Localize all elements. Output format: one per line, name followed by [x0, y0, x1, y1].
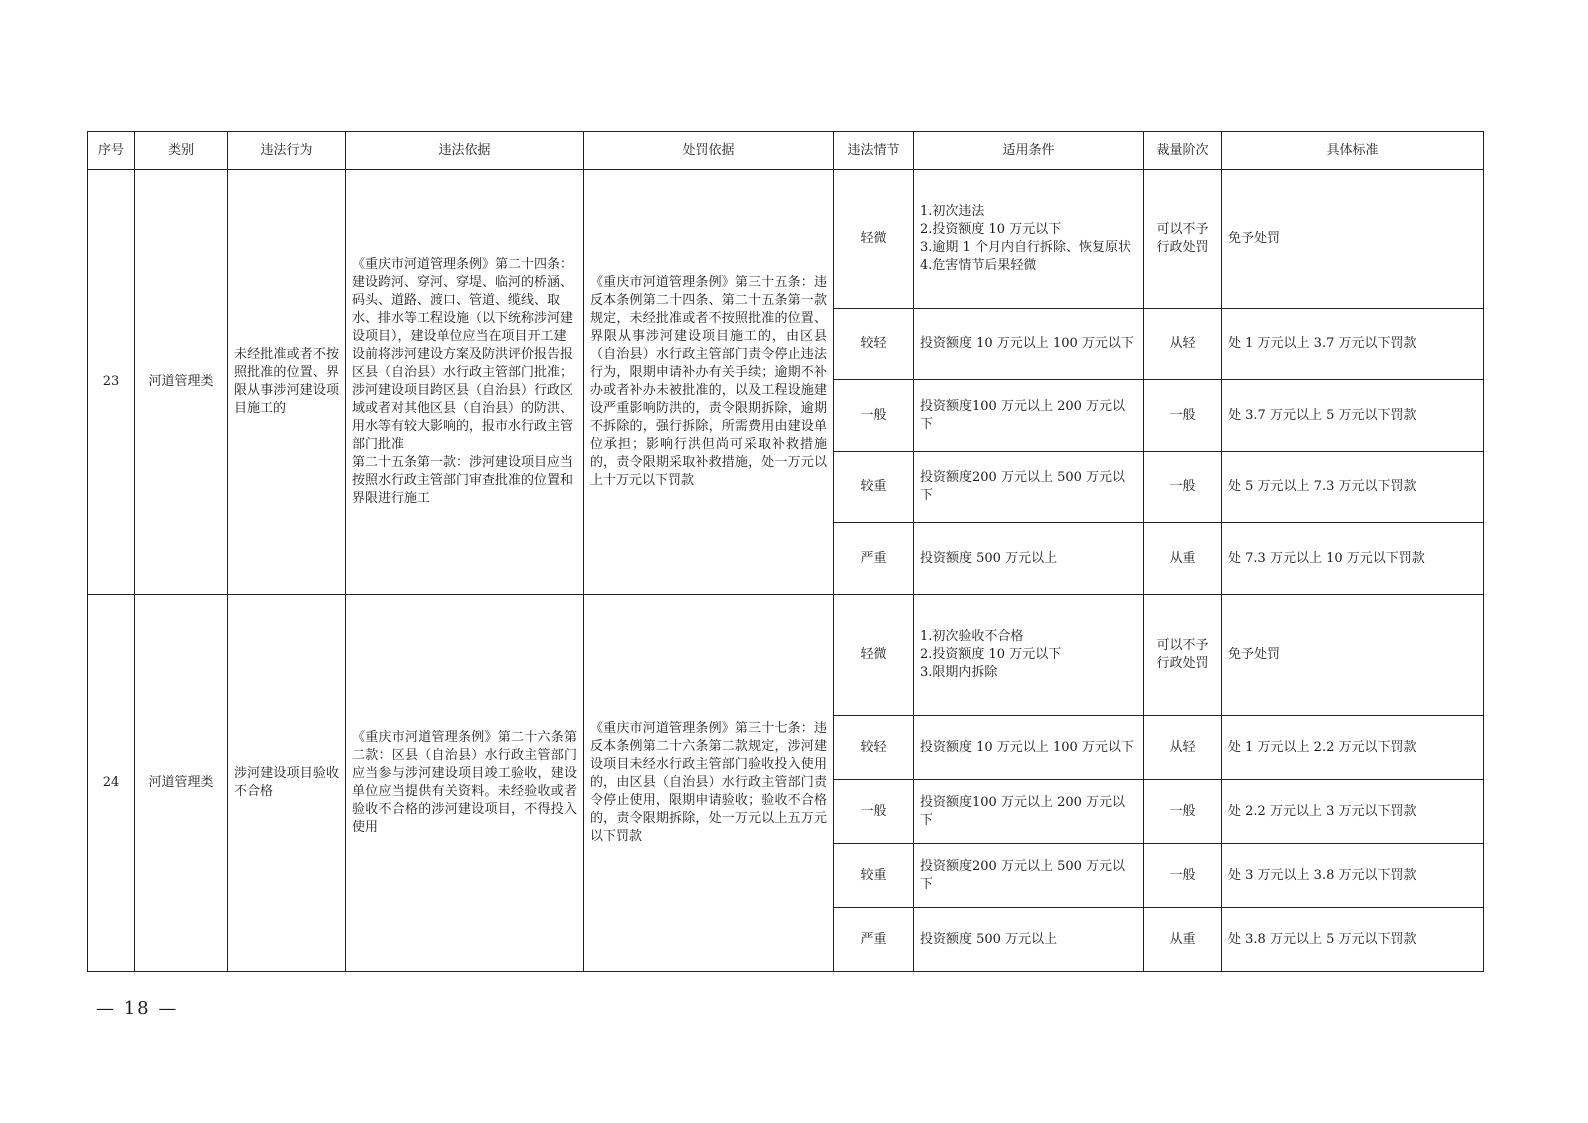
condition-cell: 投资额度 10 万元以上 100 万元以下 — [914, 309, 1144, 380]
standard-cell: 处 2.2 万元以上 3 万元以下罚款 — [1222, 780, 1484, 844]
severity-cell: 严重 — [834, 523, 914, 595]
table-row — [88, 595, 1484, 716]
standard-cell: 处 3 万元以上 3.8 万元以下罚款 — [1222, 844, 1484, 908]
header-cell: 类别 — [135, 132, 228, 170]
item-category: 河道管理类 — [135, 170, 228, 595]
condition-cell: 1.初次违法 2.投资额度 10 万元以下 3.逾期 1 个月内自行拆除、恢复原状 4.危害情节后果轻微 — [914, 170, 1144, 309]
stage-cell: 一般 — [1144, 380, 1222, 452]
condition-cell: 1.初次验收不合格 2.投资额度 10 万元以下 3.限期内拆除 — [914, 595, 1144, 716]
stage-cell: 一般 — [1144, 780, 1222, 844]
condition-cell: 投资额度100 万元以上 200 万元以下 — [914, 780, 1144, 844]
item-number: 24 — [88, 595, 135, 972]
header-cell: 违法依据 — [346, 132, 584, 170]
header-cell: 裁量阶次 — [1144, 132, 1222, 170]
header-cell: 违法行为 — [228, 132, 346, 170]
header-cell: 适用条件 — [914, 132, 1144, 170]
stage-cell: 一般 — [1144, 844, 1222, 908]
condition-cell: 投资额度200 万元以上 500 万元以下 — [914, 452, 1144, 523]
header-cell: 具体标准 — [1222, 132, 1484, 170]
severity-cell: 轻微 — [834, 595, 914, 716]
stage-cell: 从重 — [1144, 523, 1222, 595]
severity-cell: 一般 — [834, 780, 914, 844]
item-number: 23 — [88, 170, 135, 595]
header-cell: 违法情节 — [834, 132, 914, 170]
standard-cell: 免予处罚 — [1222, 595, 1484, 716]
standard-cell: 处 3.8 万元以上 5 万元以下罚款 — [1222, 908, 1484, 972]
standard-cell: 处 5 万元以上 7.3 万元以下罚款 — [1222, 452, 1484, 523]
condition-cell: 投资额度 10 万元以上 100 万元以下 — [914, 716, 1144, 780]
standard-cell: 免予处罚 — [1222, 170, 1484, 309]
item-penalty-basis: 《重庆市河道管理条例》第三十五条：违反本条例第二十四条、第二十五条第一款规定，未经批准或者不按照批准的位置、界限从事涉河建设项目施工的，由区县（自治县）水行政主管部门责令停止违法行为，限期申请补办有关手续；逾期不补办或者补办未被批准的，以及工程设施建设严重影响防洪的，责令限期拆除，逾期不拆除的，强行拆除，所需费用由建设单位承担；影响行洪但尚可采取补救措施的，责令限期采取补救措施，处一万元以上十万元以下罚款 — [584, 170, 834, 595]
condition-cell: 投资额度200 万元以上 500 万元以下 — [914, 844, 1144, 908]
standard-cell: 处 7.3 万元以上 10 万元以下罚款 — [1222, 523, 1484, 595]
severity-cell: 较轻 — [834, 309, 914, 380]
stage-cell: 从轻 — [1144, 716, 1222, 780]
condition-cell: 投资额度 500 万元以上 — [914, 908, 1144, 972]
condition-cell: 投资额度 500 万元以上 — [914, 523, 1144, 595]
stage-cell: 可以不予 行政处罚 — [1144, 595, 1222, 716]
header-row — [88, 132, 1484, 170]
condition-cell: 投资额度100 万元以上 200 万元以下 — [914, 380, 1144, 452]
item-category: 河道管理类 — [135, 595, 228, 972]
severity-cell: 较重 — [834, 452, 914, 523]
item-penalty-basis: 《重庆市河道管理条例》第三十七条：违反本条例第二十六条第二款规定，涉河建设项目未经水行政主管部门验收投入使用的，由区县（自治县）水行政主管部门责令停止使用，限期申请验收；验收不合格的，责令限期拆除，处一万元以上五万元以下罚款 — [584, 595, 834, 972]
item-behavior: 涉河建设项目验收不合格 — [228, 595, 346, 972]
severity-cell: 轻微 — [834, 170, 914, 309]
item-legal-basis: 《重庆市河道管理条例》第二十四条：建设跨河、穿河、穿堤、临河的桥涵、码头、道路、渡口、管道、缆线、取水、排水等工程设施（以下统称涉河建设项目），建设单位应当在项目开工建设前将涉河建设方案及防洪评价报告报区县（自治县）水行政主管部门批准；涉河建设项目跨区县（自治县）行政区域或者对其他区县（自治县）的防洪、用水等有较大影响的，报市水行政主管部门批准 第二十五条第一款：涉河建设项目应当按照水行政主管部门审查批准的位置和界限进行施工 — [346, 170, 584, 595]
severity-cell: 较轻 — [834, 716, 914, 780]
header-cell: 处罚依据 — [584, 132, 834, 170]
stage-cell: 从轻 — [1144, 309, 1222, 380]
header-cell: 序号 — [88, 132, 135, 170]
severity-cell: 较重 — [834, 844, 914, 908]
standard-cell: 处 3.7 万元以上 5 万元以下罚款 — [1222, 380, 1484, 452]
penalty-standard-table — [87, 131, 1484, 972]
severity-cell: 严重 — [834, 908, 914, 972]
stage-cell: 从重 — [1144, 908, 1222, 972]
stage-cell: 可以不予 行政处罚 — [1144, 170, 1222, 309]
standard-cell: 处 1 万元以上 3.7 万元以下罚款 — [1222, 309, 1484, 380]
stage-cell: 一般 — [1144, 452, 1222, 523]
item-behavior: 未经批准或者不按照批准的位置、界限从事涉河建设项目施工的 — [228, 170, 346, 595]
item-legal-basis: 《重庆市河道管理条例》第二十六条第二款：区县（自治县）水行政主管部门应当参与涉河建设项目竣工验收，建设单位应当提供有关资料。未经验收或者验收不合格的涉河建设项目，不得投入使用 — [346, 595, 584, 972]
severity-cell: 一般 — [834, 380, 914, 452]
page-number: — 18 — — [96, 998, 179, 1019]
table-row — [88, 170, 1484, 309]
standard-cell: 处 1 万元以上 2.2 万元以下罚款 — [1222, 716, 1484, 780]
